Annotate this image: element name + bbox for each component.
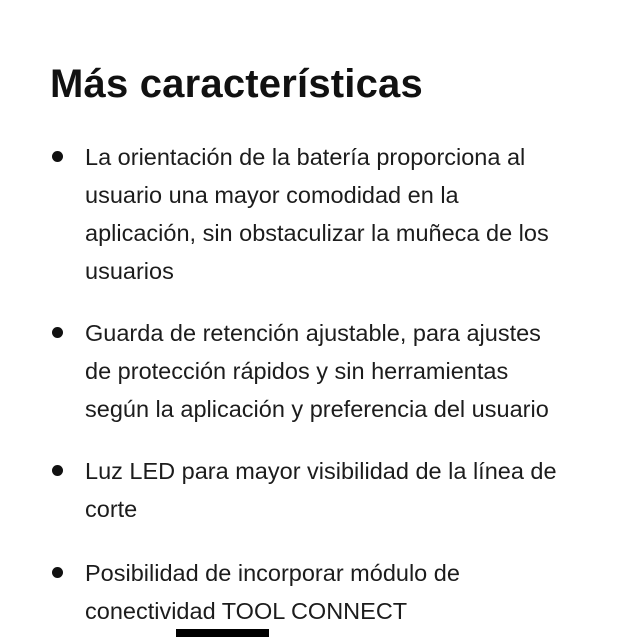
feature-text [85, 554, 600, 630]
feature-line: Guarda de retención ajustable, para ajustes [85, 320, 541, 346]
feature-line: conectividad TOOL CONNECT [85, 598, 408, 624]
bullet-icon [52, 465, 63, 476]
feature-line: usuario una mayor comodidad en la [85, 182, 459, 208]
feature-text [85, 138, 600, 290]
feature-line: La orientación de la batería proporciona al [85, 144, 526, 170]
feature-line: aplicación, sin obstaculizar la muñeca de los [85, 220, 549, 246]
feature-text [85, 452, 600, 528]
section-title: Más características [50, 62, 423, 106]
feature-text [85, 314, 600, 428]
feature-line: de protección rápidos y sin herramientas [85, 358, 509, 384]
feature-line: Posibilidad de incorporar módulo de [85, 560, 460, 586]
bottom-divider [176, 629, 269, 637]
bullet-icon [52, 151, 63, 162]
bullet-icon [52, 567, 63, 578]
feature-line: Luz LED para mayor visibilidad de la línea de [85, 458, 557, 484]
feature-line: usuarios [85, 258, 174, 284]
feature-line: según la aplicación y preferencia del usuario [85, 396, 549, 422]
feature-line: corte [85, 496, 138, 522]
bullet-icon [52, 327, 63, 338]
